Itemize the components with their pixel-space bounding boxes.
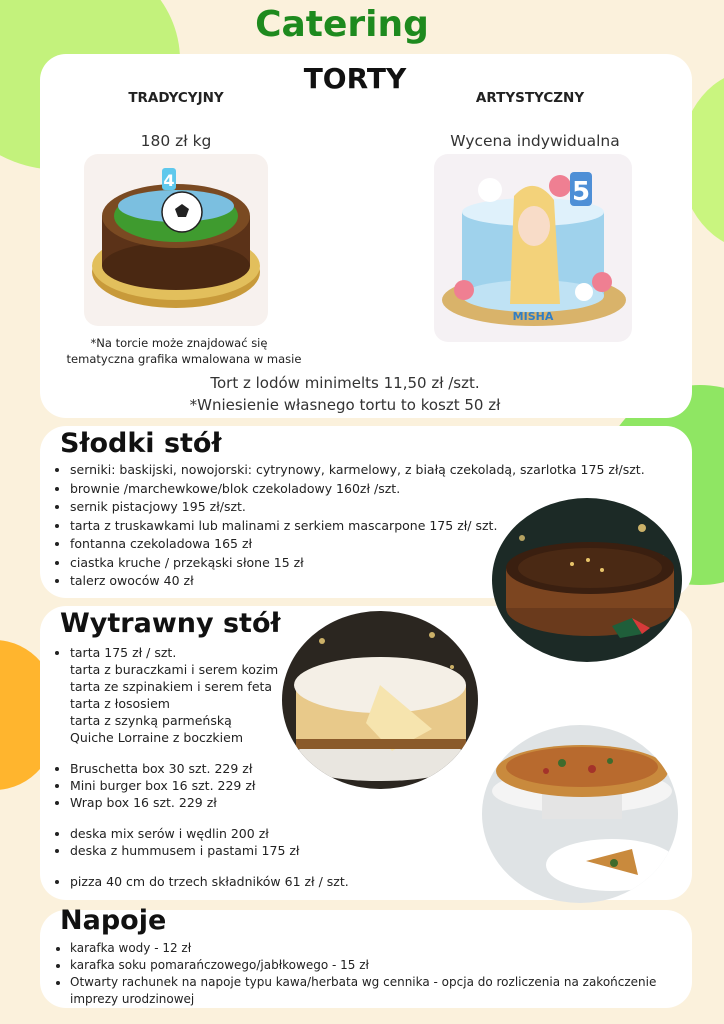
- cakes-footer-line1: Tort z lodów minimelts 11,50 zł /szt.: [210, 374, 480, 392]
- list-item: • Mini burger box 16 szt. 229 zł: [70, 777, 490, 794]
- traditional-price: 180 zł kg: [140, 132, 212, 150]
- list-item: tarta ze szpinakiem i serem feta: [70, 679, 273, 694]
- traditional-topper-number: 4: [163, 171, 175, 190]
- list-item: • sernik pistacjowy 195 zł/szt.: [70, 498, 690, 517]
- list-item: • deska z hummusem i pastami 175 zł: [70, 842, 490, 859]
- list-item: • ciastka kruche / przekąski słone 15 zł: [70, 554, 690, 573]
- quiche-photo: [482, 725, 678, 903]
- drinks-heading: Napoje: [60, 905, 167, 936]
- list-item: • karafka wody - 12 zł: [70, 940, 698, 957]
- drinks-list: [54, 940, 698, 1008]
- list-item: • brownie /marchewkowe/blok czekoladowy 160zł /szt.: [70, 480, 690, 499]
- list-item: tarta z buraczkami i serem kozim: [70, 662, 279, 677]
- cheesecake-photo: [492, 498, 682, 662]
- list-item: • pizza 40 cm do trzech składników 61 zł / szt.: [70, 873, 490, 890]
- page-title: Catering: [255, 4, 429, 45]
- list-item: • Otwarty rachunek na napoje typu kawa/herbata wg cennika - opcja do rozliczenia na zakończenie imprezy urodzinowej: [70, 974, 698, 1008]
- princess-cake-photo: [434, 154, 632, 342]
- list-item: • Bruschetta box 30 szt. 229 zł: [70, 760, 490, 777]
- list-spacer: [70, 859, 490, 873]
- sliced-cheesecake-photo: [282, 611, 478, 789]
- traditional-label: TRADYCYJNY: [128, 90, 224, 106]
- football-cake-photo: [84, 154, 268, 326]
- artistic-price: Wycena indywidualna: [450, 132, 620, 150]
- sweet-heading: Słodki stół: [60, 428, 222, 459]
- list-item: tarta z łososiem: [70, 696, 170, 711]
- list-item: • tarta 175 zł / szt.: [70, 644, 490, 661]
- cakes-footer-line2: *Wniesienie własnego tortu to koszt 50 zł: [189, 396, 501, 414]
- list-item: • fontanna czekoladowa 165 zł: [70, 535, 690, 554]
- list-item: • karafka soku pomarańczowego/jabłkowego - 15 zł: [70, 957, 698, 974]
- artistic-topper-number: 5: [571, 177, 591, 207]
- cakes-heading: TORTY: [303, 62, 407, 95]
- artistic-label: ARTYSTYCZNY: [475, 90, 585, 106]
- list-item: • tarta z truskawkami lub malinami z serkiem mascarpone 175 zł/ szt.: [70, 517, 690, 536]
- drinks-card: [40, 905, 692, 1008]
- list-item: tarta z szynką parmeńską: [70, 713, 232, 728]
- list-item: • talerz owoców 40 zł: [70, 572, 690, 591]
- traditional-note-line1: *Na torcie może znajdować się: [90, 336, 268, 350]
- cakes-card: [40, 54, 692, 418]
- list-item: Quiche Lorraine z boczkiem: [70, 730, 243, 745]
- list-item: • deska mix serów i wędlin 200 zł: [70, 825, 490, 842]
- list-item: • serniki: baskijski, nowojorski: cytrynowy, karmelowy, z białą czekoladą, szarlotka 175 zł/szt.: [70, 461, 690, 480]
- list-item: • Wrap box 16 szt. 229 zł: [70, 794, 490, 811]
- savory-heading: Wytrawny stół: [60, 608, 281, 639]
- traditional-note-line2: tematyczna grafika wmalowana w masie: [66, 352, 302, 366]
- list-spacer: [70, 811, 490, 825]
- artistic-cake-name: MISHA: [512, 310, 554, 323]
